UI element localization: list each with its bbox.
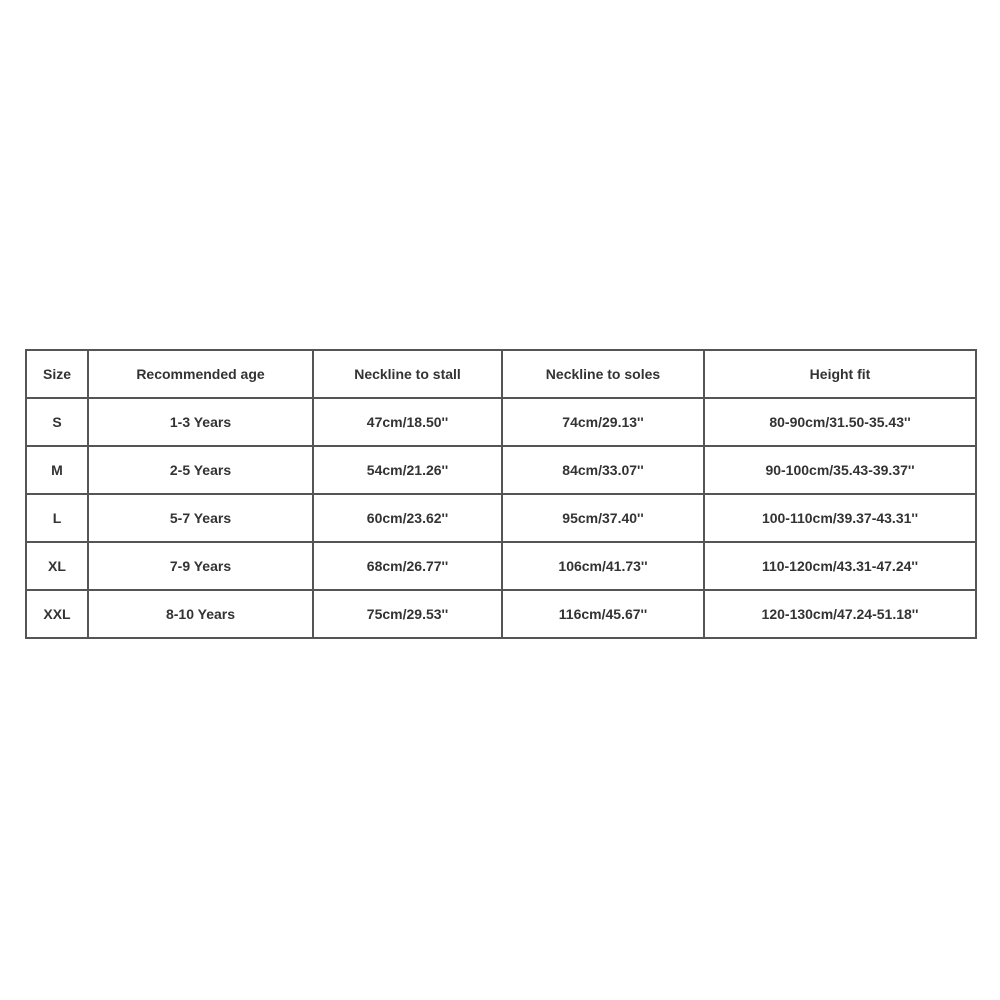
height-fit-cell: 100-110cm/39.37-43.31'' bbox=[704, 494, 976, 542]
neckline-to-stall-cell: 47cm/18.50'' bbox=[313, 398, 502, 446]
size-cell: M bbox=[26, 446, 88, 494]
age-cell: 5-7 Years bbox=[88, 494, 313, 542]
size-chart-header bbox=[26, 350, 976, 398]
height-fit-cell: 110-120cm/43.31-47.24'' bbox=[704, 542, 976, 590]
header-neckline-to-soles: Neckline to soles bbox=[502, 350, 704, 398]
neckline-to-soles-cell: 95cm/37.40'' bbox=[502, 494, 704, 542]
table-row bbox=[26, 542, 976, 590]
neckline-to-soles-cell: 106cm/41.73'' bbox=[502, 542, 704, 590]
header-recommended-age: Recommended age bbox=[88, 350, 313, 398]
neckline-to-stall-cell: 68cm/26.77'' bbox=[313, 542, 502, 590]
table-row bbox=[26, 494, 976, 542]
header-row bbox=[26, 350, 976, 398]
header-size: Size bbox=[26, 350, 88, 398]
neckline-to-stall-cell: 75cm/29.53'' bbox=[313, 590, 502, 638]
header-neckline-to-stall: Neckline to stall bbox=[313, 350, 502, 398]
neckline-to-stall-cell: 60cm/23.62'' bbox=[313, 494, 502, 542]
size-cell: L bbox=[26, 494, 88, 542]
height-fit-cell: 90-100cm/35.43-39.37'' bbox=[704, 446, 976, 494]
header-height-fit: Height fit bbox=[704, 350, 976, 398]
neckline-to-stall-cell: 54cm/21.26'' bbox=[313, 446, 502, 494]
size-chart-table bbox=[25, 349, 977, 639]
size-chart-body bbox=[26, 398, 976, 638]
height-fit-cell: 120-130cm/47.24-51.18'' bbox=[704, 590, 976, 638]
age-cell: 7-9 Years bbox=[88, 542, 313, 590]
size-cell: S bbox=[26, 398, 88, 446]
age-cell: 2-5 Years bbox=[88, 446, 313, 494]
age-cell: 8-10 Years bbox=[88, 590, 313, 638]
neckline-to-soles-cell: 84cm/33.07'' bbox=[502, 446, 704, 494]
size-cell: XXL bbox=[26, 590, 88, 638]
table-row bbox=[26, 590, 976, 638]
age-cell: 1-3 Years bbox=[88, 398, 313, 446]
neckline-to-soles-cell: 74cm/29.13'' bbox=[502, 398, 704, 446]
table-row bbox=[26, 446, 976, 494]
height-fit-cell: 80-90cm/31.50-35.43'' bbox=[704, 398, 976, 446]
neckline-to-soles-cell: 116cm/45.67'' bbox=[502, 590, 704, 638]
size-cell: XL bbox=[26, 542, 88, 590]
table-row bbox=[26, 398, 976, 446]
